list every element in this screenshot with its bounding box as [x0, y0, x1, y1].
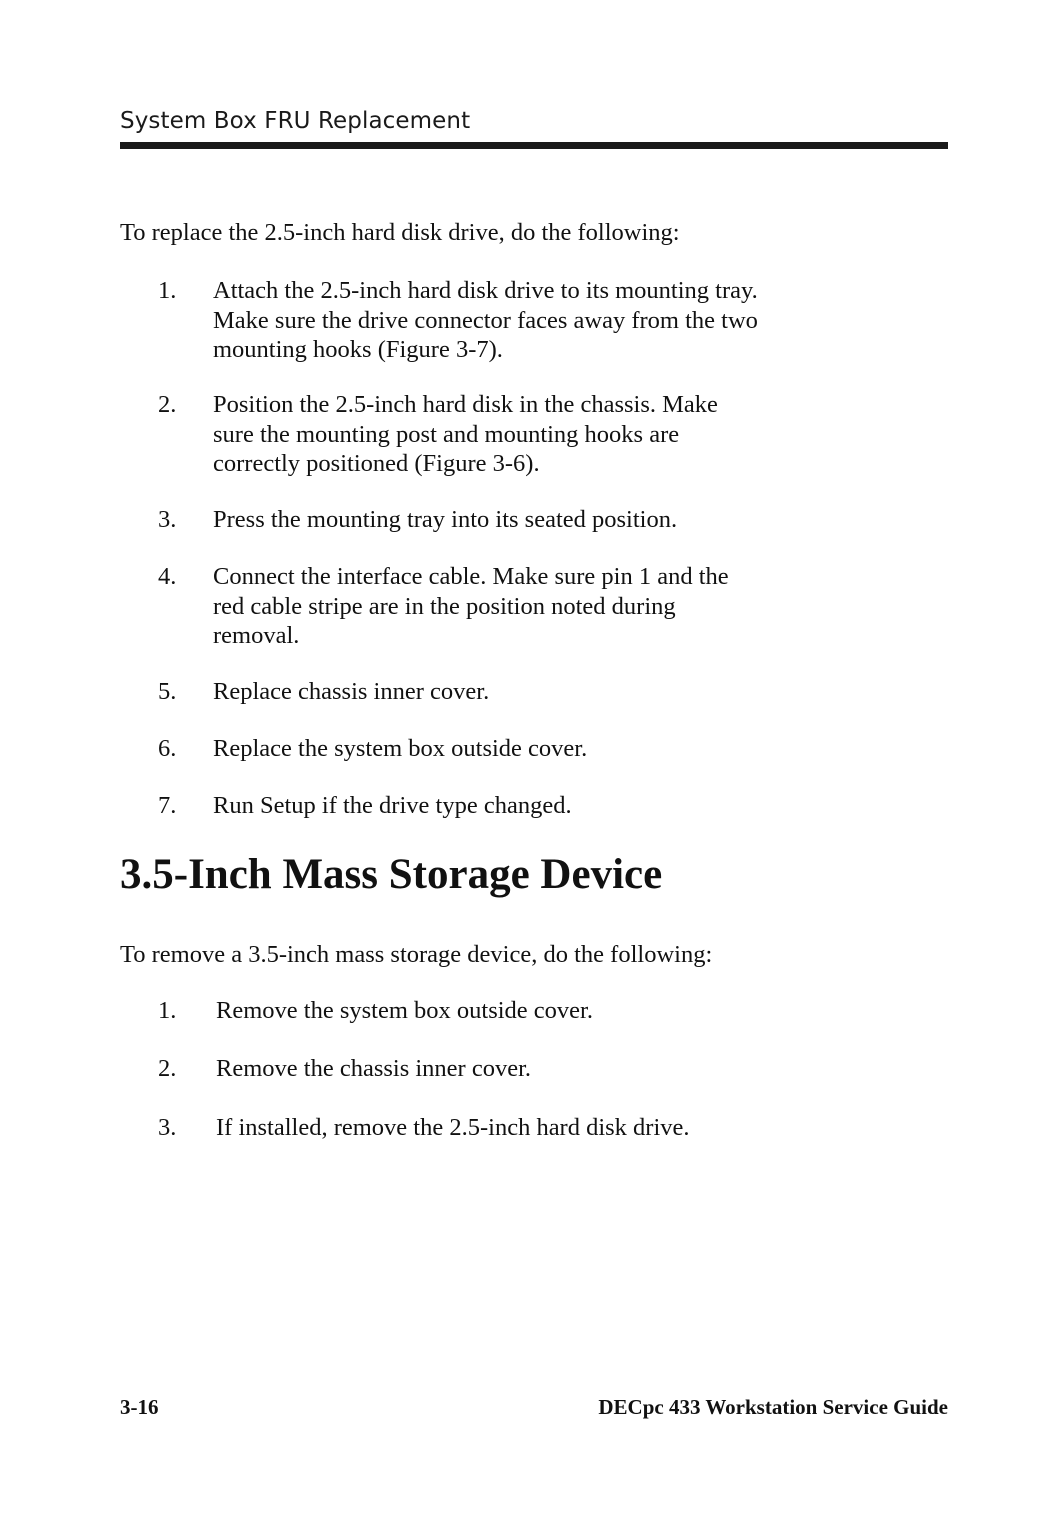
- step-number: 1.: [158, 997, 177, 1024]
- footer-page-number: 3-16: [120, 1395, 159, 1419]
- step-text-line: Replace the system box outside cover.: [213, 735, 588, 762]
- running-header: System Box FRU Replacement: [120, 108, 471, 134]
- step-text-line: red cable stripe are in the position noted during: [213, 592, 676, 620]
- step-text-line: Attach the 2.5-inch hard disk drive to its mounting tray.: [213, 277, 758, 304]
- step-text-line: Run Setup if the drive type changed.: [213, 792, 572, 819]
- step-number: 7.: [158, 792, 177, 819]
- step-text-line: Connect the interface cable. Make sure pin 1 and the: [213, 563, 729, 590]
- step-number: 1.: [158, 277, 177, 304]
- step-text-line: mounting hooks (Figure 3-7).: [213, 336, 503, 363]
- step-number: 6.: [158, 735, 177, 762]
- step-number: 3.: [158, 1114, 177, 1141]
- step-text-line: Remove the chassis inner cover.: [216, 1055, 532, 1082]
- step-number: 2.: [158, 1055, 177, 1082]
- step-text-line: sure the mounting post and mounting hooks are: [213, 420, 680, 448]
- step-text-line: Position the 2.5-inch hard disk in the chassis. Make: [213, 391, 718, 418]
- section-heading: 3.5-Inch Mass Storage Device: [120, 851, 663, 898]
- step-text-line: If installed, remove the 2.5-inch hard disk drive.: [216, 1114, 690, 1141]
- step-text-line: Replace chassis inner cover.: [213, 678, 490, 705]
- footer-guide-title: DECpc 433 Workstation Service Guide: [598, 1395, 948, 1419]
- remove-intro: To remove a 3.5-inch mass storage device, do the following:: [120, 941, 713, 968]
- step-text-line: Press the mounting tray into its seated position.: [213, 506, 678, 533]
- step-text-line: correctly positioned (Figure 3-6).: [213, 450, 540, 477]
- header-rule: [120, 142, 948, 149]
- step-number: 4.: [158, 563, 177, 590]
- step-number: 3.: [158, 506, 177, 533]
- step-text-line: Make sure the drive connector faces away from the two: [213, 306, 758, 334]
- step-text-line: Remove the system box outside cover.: [216, 997, 593, 1024]
- replace-intro: To replace the 2.5-inch hard disk drive, do the following:: [120, 219, 680, 246]
- step-text-line: removal.: [213, 622, 300, 649]
- step-number: 2.: [158, 391, 177, 418]
- step-number: 5.: [158, 678, 177, 705]
